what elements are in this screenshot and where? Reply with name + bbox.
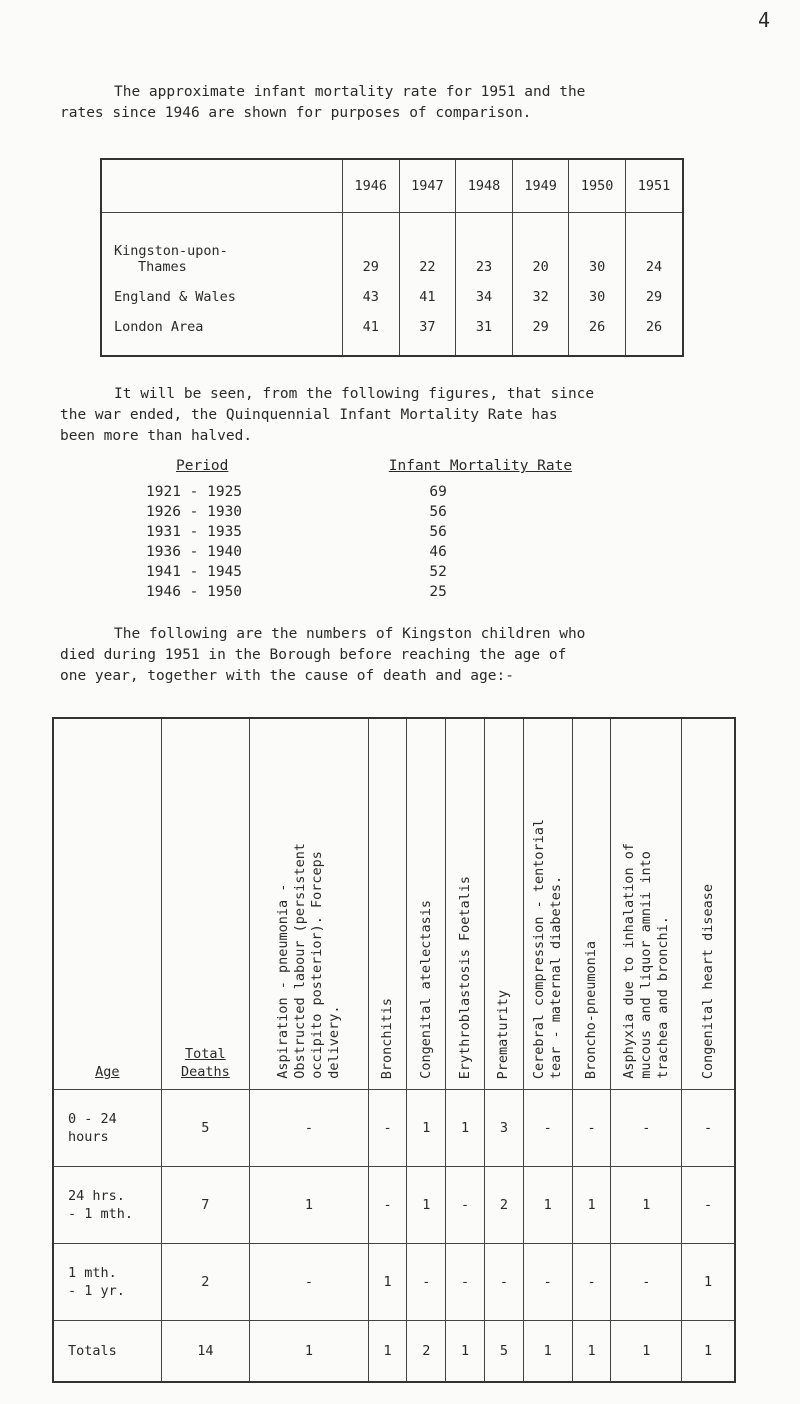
rate-cell: 29 — [343, 213, 400, 280]
count-cell: 1 — [407, 1090, 446, 1167]
rate-value: 56 — [429, 524, 447, 540]
war-paragraph — [60, 384, 740, 447]
total-header-line: Deaths — [180, 1064, 230, 1080]
count-cell: 1 — [682, 1244, 735, 1321]
cause-label: Bronchitis — [379, 997, 396, 1079]
following-line: one year, together with the cause of death and age:- — [60, 668, 514, 684]
cause-line: mucous and liquor amnii into — [637, 851, 654, 1079]
rate-cell: 30 — [569, 279, 626, 315]
age-line: 24 hrs. — [68, 1188, 125, 1204]
cause-header — [407, 718, 446, 1090]
cause-line: tear - maternal diabetes. — [547, 875, 564, 1079]
cause-header — [611, 718, 682, 1090]
count-cell: 1 — [572, 1321, 611, 1383]
cause-line: trachea and bronchi. — [654, 916, 671, 1079]
age-cell — [53, 1167, 161, 1244]
rate-cell: 22 — [399, 213, 456, 280]
war-line: the war ended, the Quinquennial Infant Mortality Rate has — [60, 407, 558, 423]
cause-line: Aspiration - pneumonia - — [274, 883, 291, 1079]
cause-header — [523, 718, 572, 1090]
rate-cell: 41 — [343, 315, 400, 356]
count-cell: - — [572, 1244, 611, 1321]
count-cell: - — [368, 1090, 407, 1167]
period-row — [140, 484, 620, 504]
count-cell: - — [368, 1167, 407, 1244]
row-label: London Area — [101, 315, 343, 356]
following-line: died during 1951 in the Borough before reaching the age of — [60, 647, 567, 663]
table-row — [53, 1244, 735, 1321]
cause-line: Obstructed labour (persistent — [291, 843, 308, 1079]
year-header: 1949 — [512, 159, 569, 213]
rate-value: 52 — [429, 564, 447, 580]
period-row — [140, 584, 620, 604]
rate-cell: 31 — [456, 315, 513, 356]
cause-label — [621, 837, 672, 1085]
age-header: Age — [95, 1064, 120, 1080]
following-paragraph — [60, 624, 740, 687]
intro-line: rates since 1946 are shown for purposes of comparison. — [60, 105, 532, 121]
comparison-table — [100, 158, 684, 357]
count-cell: - — [250, 1244, 369, 1321]
count-cell: 1 — [523, 1321, 572, 1383]
period-value: 1936 - 1940 — [146, 544, 243, 560]
count-cell: - — [407, 1244, 446, 1321]
cause-line: Asphyxia due to inhalation of — [620, 843, 637, 1079]
count-cell: - — [611, 1090, 682, 1167]
period-value: 1931 - 1935 — [146, 524, 243, 540]
cause-label — [531, 813, 565, 1085]
row-label-line: Kingston-upon- — [114, 243, 228, 259]
cause-label: Congenital heart disease — [699, 883, 716, 1079]
table-row — [53, 1167, 735, 1244]
year-header: 1948 — [456, 159, 513, 213]
count-cell: 1 — [446, 1321, 485, 1383]
rate-cell: 30 — [569, 213, 626, 280]
year-header: 1947 — [399, 159, 456, 213]
rate-value: 69 — [429, 484, 447, 500]
total-header — [181, 1045, 230, 1089]
count-cell: - — [682, 1167, 735, 1244]
cause-line: delivery. — [325, 1005, 342, 1079]
cause-header — [368, 718, 407, 1090]
total-cell: 5 — [161, 1090, 250, 1167]
count-cell: 1 — [368, 1244, 407, 1321]
year-header: 1950 — [569, 159, 626, 213]
age-line: 1 mth. — [68, 1265, 117, 1281]
row-label — [101, 213, 343, 280]
total-cell: 2 — [161, 1244, 250, 1321]
period-table — [140, 458, 620, 604]
count-cell: 1 — [682, 1321, 735, 1383]
page-number: 4 — [757, 8, 770, 32]
period-value: 1946 - 1950 — [146, 584, 243, 600]
cause-label: Congenital atelectasis — [417, 900, 434, 1079]
rate-value: 46 — [429, 544, 447, 560]
count-cell: 1 — [572, 1167, 611, 1244]
table-row — [101, 315, 683, 356]
period-row — [140, 564, 620, 584]
count-cell: - — [682, 1090, 735, 1167]
cause-header — [485, 718, 524, 1090]
count-cell: 3 — [485, 1090, 524, 1167]
total-cell: 7 — [161, 1167, 250, 1244]
age-cell — [53, 1244, 161, 1321]
rate-header: Infant Mortality Rate — [388, 458, 573, 474]
count-cell: - — [446, 1244, 485, 1321]
rate-cell: 37 — [399, 315, 456, 356]
period-value: 1926 - 1930 — [146, 504, 243, 520]
count-cell: 1 — [368, 1321, 407, 1383]
total-cell: 14 — [161, 1321, 250, 1383]
count-cell: - — [523, 1090, 572, 1167]
corner-cell — [101, 159, 343, 213]
rate-cell: 26 — [569, 315, 626, 356]
deaths-header-row — [53, 718, 735, 1090]
cause-header — [572, 718, 611, 1090]
period-row — [140, 504, 620, 524]
count-cell: 1 — [407, 1167, 446, 1244]
total-header-cell — [161, 718, 250, 1090]
rate-cell: 32 — [512, 279, 569, 315]
count-cell: 2 — [407, 1321, 446, 1383]
cause-header — [682, 718, 735, 1090]
total-header-line: Total — [185, 1046, 226, 1062]
period-value: 1941 - 1945 — [146, 564, 243, 580]
age-line: 0 - 24 — [68, 1111, 117, 1127]
count-cell: - — [446, 1167, 485, 1244]
war-line: been more than halved. — [60, 428, 253, 444]
age-line: - 1 yr. — [68, 1283, 125, 1299]
row-label: England & Wales — [101, 279, 343, 315]
rate-cell: 41 — [399, 279, 456, 315]
table-row — [101, 279, 683, 315]
cause-header — [250, 718, 369, 1090]
count-cell: 1 — [250, 1167, 369, 1244]
cause-label: Broncho-pneumonia — [583, 940, 600, 1079]
cause-label — [275, 837, 343, 1085]
count-cell: 1 — [250, 1321, 369, 1383]
following-line: The following are the numbers of Kingston children who — [114, 626, 586, 642]
row-label-line: Thames — [138, 259, 187, 275]
count-cell: 1 — [611, 1321, 682, 1383]
cause-label: Erythroblastosis Foetalis — [456, 875, 473, 1079]
age-line: - 1 mth. — [68, 1206, 134, 1222]
year-header: 1946 — [343, 159, 400, 213]
count-cell: 1 — [611, 1167, 682, 1244]
rate-cell: 43 — [343, 279, 400, 315]
period-row — [140, 544, 620, 564]
count-cell: 2 — [485, 1167, 524, 1244]
age-line: hours — [68, 1129, 109, 1145]
intro-paragraph — [60, 82, 740, 124]
count-cell: - — [572, 1090, 611, 1167]
rate-cell: 34 — [456, 279, 513, 315]
rate-cell: 29 — [625, 279, 683, 315]
count-cell: - — [485, 1244, 524, 1321]
table-row — [101, 213, 683, 280]
deaths-table — [52, 717, 736, 1383]
cause-header — [446, 718, 485, 1090]
age-cell — [53, 1090, 161, 1167]
table-row — [53, 1090, 735, 1167]
period-header: Period — [176, 458, 229, 474]
period-value: 1921 - 1925 — [146, 484, 243, 500]
age-header-cell — [53, 718, 161, 1090]
totals-row — [53, 1321, 735, 1383]
cause-label: Prematurity — [495, 989, 512, 1079]
count-cell: - — [250, 1090, 369, 1167]
intro-line: The approximate infant mortality rate for 1951 and the — [114, 84, 586, 100]
count-cell: - — [523, 1244, 572, 1321]
rate-cell: 20 — [512, 213, 569, 280]
rate-cell: 26 — [625, 315, 683, 356]
period-header-row — [140, 458, 620, 484]
age-cell: Totals — [53, 1321, 161, 1383]
year-header: 1951 — [625, 159, 683, 213]
rate-cell: 23 — [456, 213, 513, 280]
comparison-header-row — [101, 159, 683, 213]
count-cell: 5 — [485, 1321, 524, 1383]
war-line: It will be seen, from the following figures, that since — [114, 386, 595, 402]
count-cell: 1 — [446, 1090, 485, 1167]
rate-cell: 29 — [512, 315, 569, 356]
cause-line: occipito posterior). Forceps — [308, 851, 325, 1079]
period-row — [140, 524, 620, 544]
rate-value: 56 — [429, 504, 447, 520]
rate-value: 25 — [429, 584, 447, 600]
cause-line: Cerebral compression - tentorial — [530, 818, 547, 1079]
count-cell: - — [611, 1244, 682, 1321]
count-cell: 1 — [523, 1167, 572, 1244]
rate-cell: 24 — [625, 213, 683, 280]
